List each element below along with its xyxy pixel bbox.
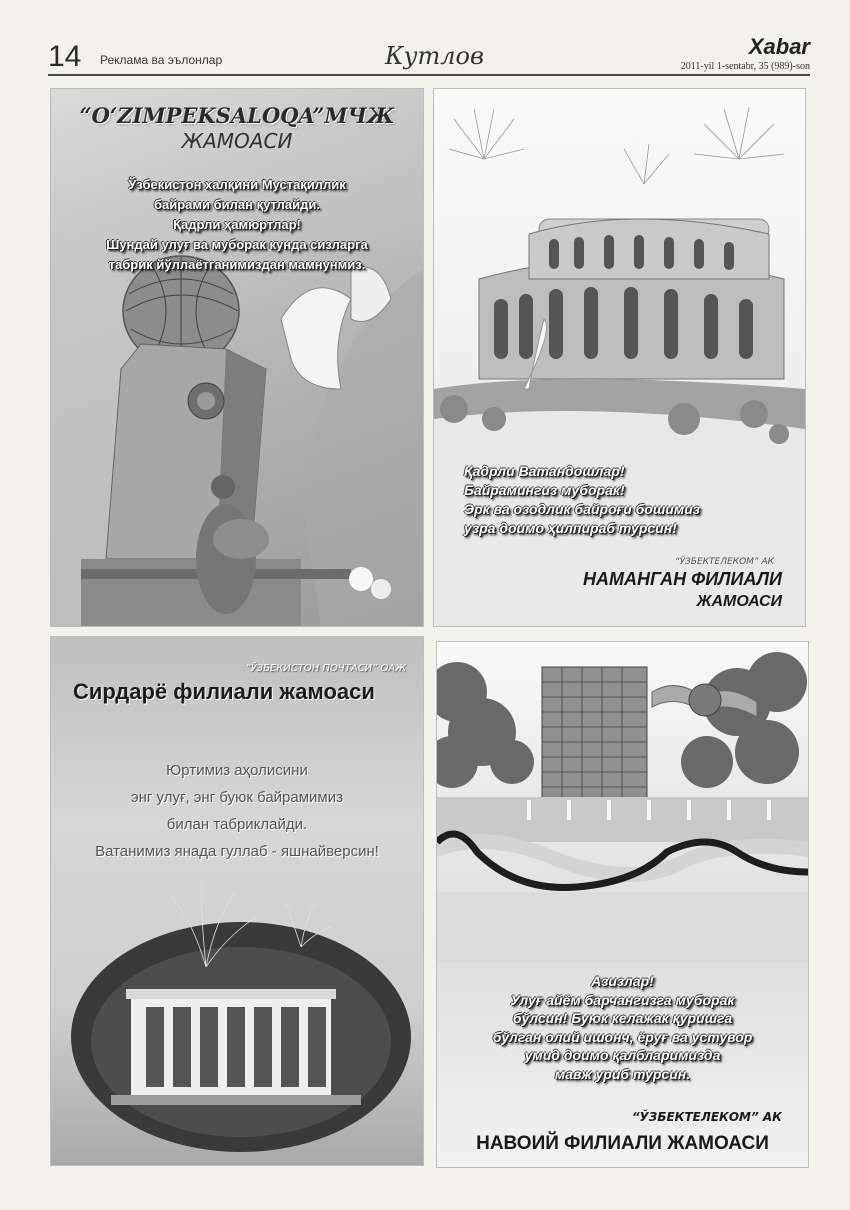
monument-illustration (51, 89, 423, 626)
page-header (0, 0, 850, 80)
organization-label: “ЎЗБЕКИСТОН ПОЧТАСИ” ОАЖ (245, 663, 406, 674)
ad-uzbektelekom-namangan (433, 88, 806, 627)
greeting-text: Азизлар! Улуғ айём барчангизга муборак бўлсин! Буюк келажак қуришга бўлган олий ишонч, ёруғ ва устувор умид доимо қалбларимизда мавж уриб турсин. (492, 973, 753, 1082)
ad-uzbektelekom-navoiy (436, 641, 809, 1168)
team-label: ЖАМОАСИ (696, 593, 782, 610)
greeting-text: Қадрли Ватандошлар! Байрамингиз муборак! Эрк ва озодлик байроғи бошимиз узра доимо ҳилпираб турсин! (464, 463, 700, 536)
greeting-text: Ўзбекистон халқини Мустақиллик байрами билан қутлайди. Қадрли ҳамюртлар! Шундай улуғ ва муборак кунда сизларга табрик йўллаётганимиздан мамнунмиз. (106, 177, 368, 272)
rubric-title: Кутлов (385, 42, 484, 70)
section-title: Реклама ва эълонлар (100, 53, 223, 67)
newspaper-logo: Xabar (748, 34, 810, 59)
building-illustration (434, 89, 805, 626)
branch-name: НАВОИЙ ФИЛИАЛИ ЖАМОАСИ (476, 1133, 769, 1154)
header-divider (48, 74, 810, 76)
team-label: ЖАМОАСИ (181, 129, 293, 153)
greeting-text: Юртимиз аҳолисини энг улуғ, энг буюк байрамимиз билан табриклайди. Ватанимиз янада гуллаб - яшнайверсин! (95, 762, 379, 860)
city-illustration (437, 642, 808, 1167)
page-number: 14 (48, 40, 82, 73)
company-name: “O‘ZIMPEKSALOQA”МЧЖ (79, 103, 395, 128)
issue-info: 2011-yil 1-sentabr, 35 (989)-son (680, 61, 810, 72)
branch-name: НАМАНГАН ФИЛИАЛИ (583, 569, 782, 589)
building-illustration (51, 637, 423, 1165)
ad-uzbekiston-pochtasi (50, 636, 424, 1166)
ad-ozimpeksaloqa (50, 88, 424, 627)
organization-label: “ЎЗБЕКТЕЛЕКОМ” АК (674, 557, 774, 567)
organization-label: “ЎЗБЕКТЕЛЕКОМ” АК (631, 1110, 782, 1124)
branch-name: Сирдарё филиали жамоаси (73, 679, 375, 704)
